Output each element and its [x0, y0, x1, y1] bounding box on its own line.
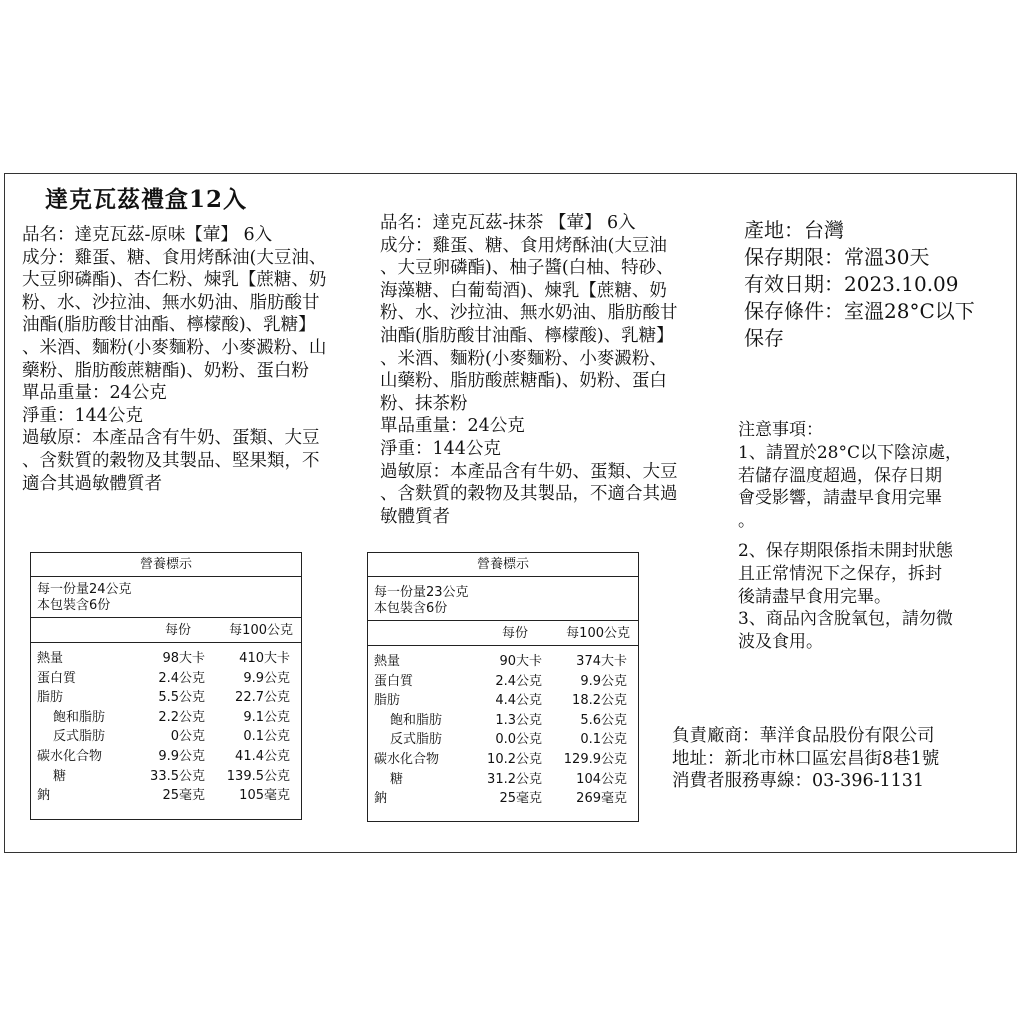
info-line: 消費者服務專線：03-396-1131	[672, 771, 925, 792]
notes-section	[738, 419, 962, 654]
info-line: 產地：台灣	[744, 218, 844, 242]
nutrient-label: 脂肪	[374, 693, 401, 709]
table-row	[31, 727, 301, 747]
per-100g-value: 269毫克	[576, 791, 627, 807]
info-line: 大豆卵磷酯)、杏仁粉、煉乳【蔗糖、奶	[22, 270, 327, 291]
info-line: 負責廠商：華洋食品股份有限公司	[672, 726, 935, 746]
nutrition-header: 營養標示	[31, 553, 301, 577]
note-line: 會受影響，請盡早食用完畢	[738, 488, 942, 509]
per-serving-value: 31.2公克	[487, 771, 542, 787]
info-line: 單品重量：24公克	[380, 416, 525, 437]
note-line: 1、請置於28°C以下陰涼處，	[738, 442, 962, 463]
column-headers	[368, 621, 638, 646]
info-line: 粉、水、沙拉油、無水奶油、脂肪酸甘	[22, 292, 320, 313]
per-100g-value: 410大卡	[239, 651, 290, 666]
manufacturer-info	[672, 725, 939, 793]
nutrient-label: 碳水化合物	[374, 751, 440, 767]
serving-info	[368, 577, 638, 621]
per-serving-value: 5.5公克	[158, 690, 205, 706]
per-100g-value: 0.1公克	[580, 732, 627, 748]
nutrient-label: 鈉	[374, 791, 388, 807]
info-line: 、大豆卵磷酯)、柚子醬(白柚、特砂、	[380, 258, 674, 279]
nutrient-label: 飽和脂肪	[390, 712, 443, 728]
info-line: 、米酒、麵粉(小麥麵粉、小麥澱粉、	[380, 348, 667, 369]
info-line: 保存期限：常溫30天	[744, 245, 930, 269]
per-100g-value: 105毫克	[239, 788, 290, 804]
table-row	[31, 669, 301, 689]
col-per-serving: 每份	[501, 626, 528, 641]
col-per-100g: 每100公克	[566, 626, 630, 641]
per-100g-value: 0.1公克	[243, 729, 290, 745]
nutrient-label: 蛋白質	[374, 673, 414, 689]
info-line: 有效日期：2023.10.09	[744, 272, 959, 296]
per-serving-value: 1.3公克	[495, 712, 542, 728]
info-line: 保存條件：室溫28°C以下	[744, 299, 975, 323]
info-line: 油酯(脂肪酸甘油酯、檸檬酸)、乳糖】	[380, 325, 674, 346]
per-serving-value: 9.9公克	[158, 748, 205, 764]
col-per-serving: 每份	[164, 623, 191, 638]
info-line: 成分：雞蛋、糖、食用烤酥油(大豆油	[380, 235, 667, 256]
note-line: 2、保存期限係指未開封狀態	[738, 540, 953, 561]
column-headers	[31, 618, 301, 643]
info-line: 、含麩質的穀物及其製品、堅果類，不	[22, 450, 320, 471]
nutrient-label: 糖	[53, 768, 67, 784]
serving-size: 每一份量24公克	[37, 582, 132, 597]
table-row	[31, 786, 301, 806]
per-serving-value: 90大卡	[499, 654, 542, 669]
nutrient-label: 脂肪	[37, 690, 64, 706]
info-line: 品名：達克瓦茲-抹茶 【葷】 6入	[380, 213, 636, 233]
info-line: 粉、抹茶粉	[380, 393, 468, 414]
table-row	[368, 652, 638, 672]
per-serving-value: 25毫克	[162, 788, 205, 804]
table-row	[31, 688, 301, 708]
nutrient-label: 反式脂肪	[53, 729, 106, 745]
table-row	[368, 750, 638, 770]
per-100g-value: 22.7公克	[235, 690, 290, 706]
per-serving-value: 33.5公克	[150, 768, 205, 784]
nutrition-table-matcha	[367, 552, 639, 822]
per-serving-value: 2.2公克	[158, 709, 205, 725]
note-line: 波及食用。	[738, 632, 823, 653]
info-line: 藥粉、脂肪酸蔗糖酯)、奶粉、蛋白粉	[22, 360, 309, 381]
info-line: 過敏原：本產品含有牛奶、蛋類、大豆	[380, 461, 678, 482]
nutrient-label: 熱量	[37, 651, 64, 666]
note-line: 且正常情況下之保存，拆封	[738, 563, 942, 584]
note-line: 3、商品內含脫氧包，請勿微	[738, 609, 953, 630]
info-line: 適合其過敏體質者	[22, 473, 162, 494]
per-100g-value: 5.6公克	[580, 712, 627, 728]
per-serving-value: 4.4公克	[495, 693, 542, 709]
matcha-flavor-info	[380, 212, 720, 528]
note-line: 若儲存溫度超過，保存日期	[738, 465, 942, 486]
per-100g-value: 9.1公克	[243, 709, 290, 725]
nutrient-label: 熱量	[374, 654, 401, 669]
nutrition-header: 營養標示	[368, 553, 638, 577]
info-line: 、米酒、麵粉(小麥麵粉、小麥澱粉、山	[22, 337, 327, 358]
nutrient-label: 蛋白質	[37, 670, 77, 686]
product-title: 達克瓦茲禮盒12入	[45, 186, 248, 213]
per-100g-value: 9.9公克	[580, 673, 627, 689]
info-line: 海藻糖、白葡萄酒)、煉乳【蔗糖、奶	[380, 280, 667, 301]
per-serving-value: 0公克	[170, 729, 205, 745]
info-line: 敏體質者	[380, 506, 450, 527]
info-line: 地址：新北市林口區宏昌街8巷1號	[672, 748, 940, 769]
per-100g-value: 104公克	[576, 771, 627, 787]
servings-count: 本包裝含6份	[374, 601, 448, 616]
nutrition-table-original	[30, 552, 302, 820]
table-row	[31, 747, 301, 767]
per-100g-value: 41.4公克	[235, 748, 290, 764]
info-line: 淨重：144公克	[380, 438, 501, 459]
nutrient-label: 飽和脂肪	[53, 709, 106, 725]
info-line: 、含麩質的穀物及其製品，不適合其過	[380, 484, 678, 505]
info-line: 品名：達克瓦茲-原味【葷】 6入	[22, 225, 273, 245]
serving-size: 每一份量23公克	[374, 585, 469, 600]
info-line: 成分：雞蛋、糖、食用烤酥油(大豆油、	[22, 247, 327, 268]
per-serving-value: 2.4公克	[495, 673, 542, 689]
serving-info	[31, 577, 301, 618]
note-line: 。	[738, 511, 755, 532]
per-100g-value: 9.9公克	[243, 670, 290, 686]
nutrient-label: 反式脂肪	[390, 732, 443, 748]
table-row	[368, 672, 638, 692]
table-row	[31, 767, 301, 787]
table-row	[368, 691, 638, 711]
per-serving-value: 98大卡	[162, 651, 205, 666]
table-row	[368, 770, 638, 790]
nutrient-label: 鈉	[37, 788, 51, 804]
info-line: 粉、水、沙拉油、無水奶油、脂肪酸甘	[380, 303, 678, 324]
nutrient-label: 糖	[390, 771, 404, 787]
per-serving-value: 2.4公克	[158, 670, 205, 686]
table-row	[31, 708, 301, 728]
servings-count: 本包裝含6份	[37, 598, 111, 613]
per-serving-value: 0.0公克	[495, 732, 542, 748]
per-100g-value: 139.5公克	[226, 768, 290, 784]
table-row	[368, 711, 638, 731]
note-line: 後請盡早食用完畢。	[738, 586, 891, 607]
info-line: 山藥粉、脂肪酸蔗糖酯)、奶粉、蛋白	[380, 371, 667, 392]
per-100g-value: 374大卡	[576, 654, 627, 669]
per-100g-value: 18.2公克	[572, 693, 627, 709]
per-100g-value: 129.9公克	[563, 751, 627, 767]
info-line: 保存	[744, 326, 784, 350]
table-row	[31, 649, 301, 669]
table-row	[368, 730, 638, 750]
info-line: 油酯(脂肪酸甘油酯、檸檬酸)、乳糖】	[22, 315, 316, 336]
per-serving-value: 25毫克	[499, 791, 542, 807]
col-per-100g: 每100公克	[229, 623, 293, 638]
original-flavor-info	[22, 224, 362, 495]
info-line: 單品重量：24公克	[22, 383, 167, 404]
info-line: 過敏原：本產品含有牛奶、蛋類、大豆	[22, 428, 320, 449]
info-line: 淨重：144公克	[22, 405, 143, 426]
per-serving-value: 10.2公克	[487, 751, 542, 767]
origin-storage-info	[744, 217, 975, 352]
table-row	[368, 789, 638, 809]
note-line: 注意事項：	[738, 420, 823, 440]
nutrient-label: 碳水化合物	[37, 748, 103, 764]
